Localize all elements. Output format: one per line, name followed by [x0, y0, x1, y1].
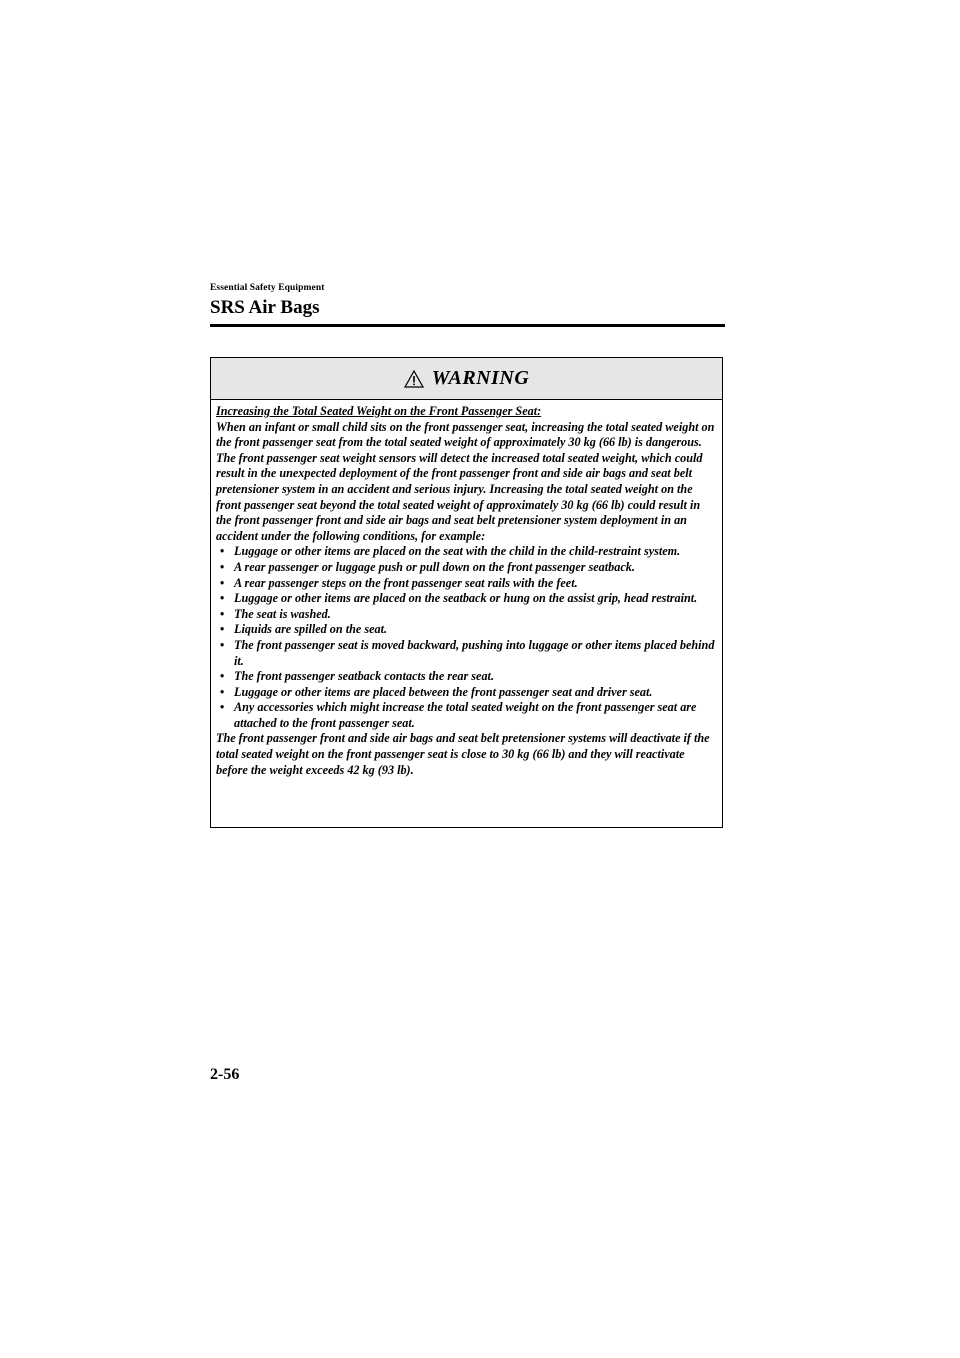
warning-title: WARNING [431, 367, 530, 389]
warning-intro: When an infant or small child sits on the front passenger seat, increasing the total seated weight on the front passenger seat from the total seated weight of approximately 30 kg (66 lb) is dangerous. The front passenger seat weight sensors will detect the increased total seated weight, which could result in the unexpected deployment of the front passenger front and side air bags and seat belt pretensioner system in an accident and serious injury. Increasing the total seated weight on the front passenger seat beyond the total seated weight of approximately 30 kg (66 lb) could result in the front passenger front and side air bags and seat belt pretensioner system deployment in an accident under the following conditions, for example: [216, 419, 715, 543]
title-rule [210, 324, 725, 327]
list-item: • The seat is washed. [216, 607, 716, 623]
condition-list [216, 544, 716, 731]
list-item: • Luggage or other items are placed on the seatback or hung on the assist grip, head restraint. [216, 591, 716, 607]
warning-header [211, 358, 722, 400]
page-title: SRS Air Bags [210, 297, 320, 318]
warning-body [211, 400, 722, 778]
list-item: • Any accessories which might increase the total seated weight on the front passenger seat are attached to the front passenger seat. [216, 700, 716, 731]
warning-triangle-icon [404, 370, 424, 388]
list-item: • The front passenger seat is moved backward, pushing into luggage or other items placed behind it. [216, 638, 716, 669]
section-label: Essential Safety Equipment [210, 283, 325, 293]
list-item: • Luggage or other items are placed between the front passenger seat and driver seat. [216, 685, 716, 701]
list-item: • The front passenger seatback contacts the rear seat. [216, 669, 716, 685]
page-number: 2-56 [210, 1066, 240, 1083]
list-item: • A rear passenger steps on the front passenger seat rails with the feet. [216, 576, 716, 592]
list-item: • Luggage or other items are placed on the seat with the child in the child-restraint system. [216, 544, 716, 560]
warning-closing: The front passenger front and side air bags and seat belt pretensioner systems will deactivate if the total seated weight on the front passenger seat is close to 30 kg (66 lb) and they will reactivate before the weight exceeds 42 kg (93 lb). [216, 731, 710, 777]
warning-box [210, 357, 723, 828]
warning-heading: Increasing the Total Seated Weight on the Front Passenger Seat: [216, 404, 542, 418]
list-item: • Liquids are spilled on the seat. [216, 622, 716, 638]
list-item: • A rear passenger or luggage push or pull down on the front passenger seatback. [216, 560, 716, 576]
